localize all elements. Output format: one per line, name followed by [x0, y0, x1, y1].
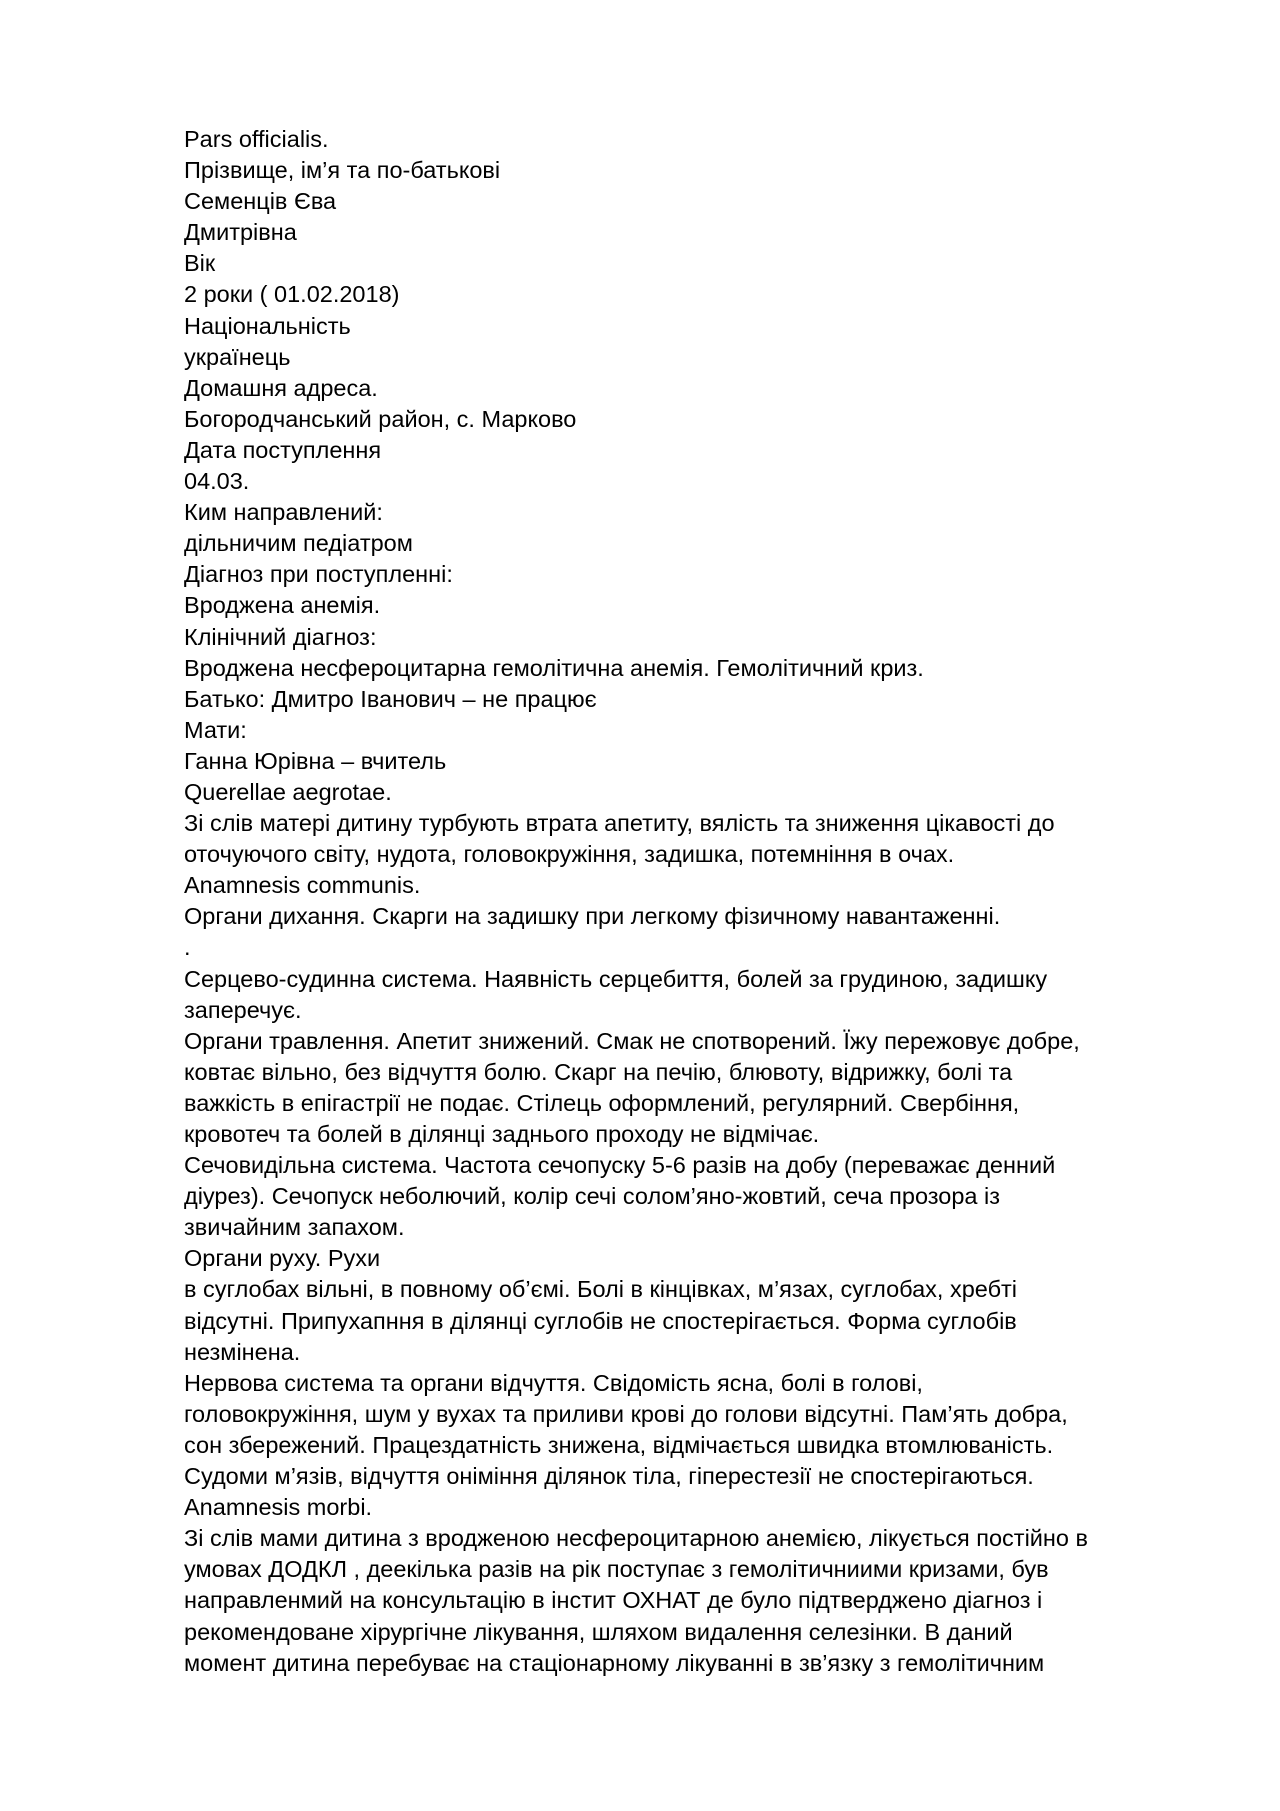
text-line: Ким направлений: — [184, 499, 383, 526]
text-line: Органи дихання. Скарги на задишку при легкому фізичному навантаженні. — [184, 903, 1001, 930]
text-line: Дата поступлення — [184, 436, 382, 463]
text-line: оточуючого світу, нудота, головокружіння, задишка, потемніння в очах. — [184, 841, 955, 868]
text-line: незмінена. — [184, 1338, 301, 1365]
text-line: момент дитина перебуває на стаціонарному лікуванні в зв’язку з гемолітичним — [184, 1649, 1045, 1676]
text-line: Домашня адреса. — [184, 374, 378, 401]
text-line: Серцево-судинна система. Наявність серцебиття, болей за грудиною, задишку — [184, 965, 1048, 992]
text-line: сон збережений. Працездатність знижена, відмічається швидка втомлюваність. — [184, 1431, 1054, 1458]
text-line: Мати: — [184, 716, 247, 743]
text-line: ковтає вільно, без відчуття болю. Скарг на печію, блювоту, відрижку, болі та — [184, 1058, 1013, 1085]
text-line: Органи руху. Рухи — [184, 1245, 381, 1272]
text-line: умовах ДОДКЛ , деекілька разів на рік поступає з гемолітичниими кризами, був — [184, 1556, 1049, 1583]
text-line: Anamnesis morbi. — [184, 1494, 373, 1521]
text-line: Pars officialis. — [184, 126, 329, 152]
text-line: Нервова система та органи відчуття. Свідомість ясна, болі в голові, — [184, 1369, 923, 1396]
text-line: Органи травлення. Апетит знижений. Смак не спотворений. Їжу пережовує добре, — [184, 1027, 1080, 1054]
text-line: Зі слів матері дитину турбують втрата апетиту, вялість та зниження цікавості до — [184, 810, 1055, 837]
text-line: кровотеч та болей в ділянці заднього проходу не відмічає. — [184, 1121, 820, 1147]
text-line: 04.03. — [184, 468, 250, 495]
text-line: дільничим педіатром — [184, 530, 413, 557]
text-line: звичайним запахом. — [184, 1214, 405, 1241]
text-line: Зі слів мами дитина з вродженою несфероцитарною анемією, лікується постійно в — [184, 1525, 1088, 1552]
text-line: Querellae aegrotae. — [184, 778, 392, 805]
text-line: Семенців Єва — [184, 188, 337, 215]
text-line: діурез). Сечопуск неболючий, колір сечі солом’яно-жовтий, сеча прозора із — [184, 1183, 1001, 1210]
text-line: Прізвище, ім’я та по-батькові — [184, 157, 501, 184]
text-line: Діагноз при поступленні: — [184, 561, 453, 588]
text-line: Клінічний діагноз: — [184, 623, 377, 650]
text-line: Судоми м’язів, відчуття оніміння ділянок тіла, гіперестезії не спостерігаються. — [184, 1463, 1034, 1490]
text-line: Ганна Юрівна – вчитель — [184, 747, 447, 774]
text-line: Вроджена анемія. — [184, 592, 381, 619]
text-line: в суглобах вільні, в повному об’ємі. Болі в кінцівках, м’язах, суглобах, хребті — [184, 1276, 1018, 1303]
text-line: українець — [184, 343, 291, 370]
text-line: Богородчанський район, с. Марково — [184, 405, 577, 432]
text-line: Сечовидільна система. Частота сечопуску 5-6 разів на добу (переважає денний — [184, 1152, 1056, 1179]
text-line: Вік — [184, 250, 216, 277]
text-line: Anamnesis communis. — [184, 872, 421, 899]
text-line: Вроджена несфероцитарна гемолітична анемія. Гемолітичний криз. — [184, 654, 924, 681]
text-line: направленмий на консультацію в інстит ОХНАТ де було підтверджено діагноз і — [184, 1587, 1043, 1614]
text-line: головокружіння, шум у вухах та приливи крові до голови відсутні. Пам’ять добра, — [184, 1400, 1068, 1427]
text-line: . — [184, 934, 191, 961]
text-line: важкість в епігастрії не подає. Стілець оформлений, регулярний. Свербіння, — [184, 1089, 1020, 1116]
text-line: заперечує. — [184, 996, 302, 1023]
text-line: відсутні. Припухапння в ділянці суглобів не спостерігається. Форма суглобів — [184, 1307, 1017, 1334]
text-line: Національність — [184, 312, 351, 339]
document-body — [184, 124, 1204, 1679]
text-line: рекомендоване хірургічне лікування, шляхом видалення селезінки. В даний — [184, 1618, 1013, 1645]
text-line: Дмитрівна — [184, 219, 297, 246]
text-line: Батько: Дмитро Іванович – не працює — [184, 685, 597, 712]
text-line: 2 роки ( 01.02.2018) — [184, 281, 400, 308]
